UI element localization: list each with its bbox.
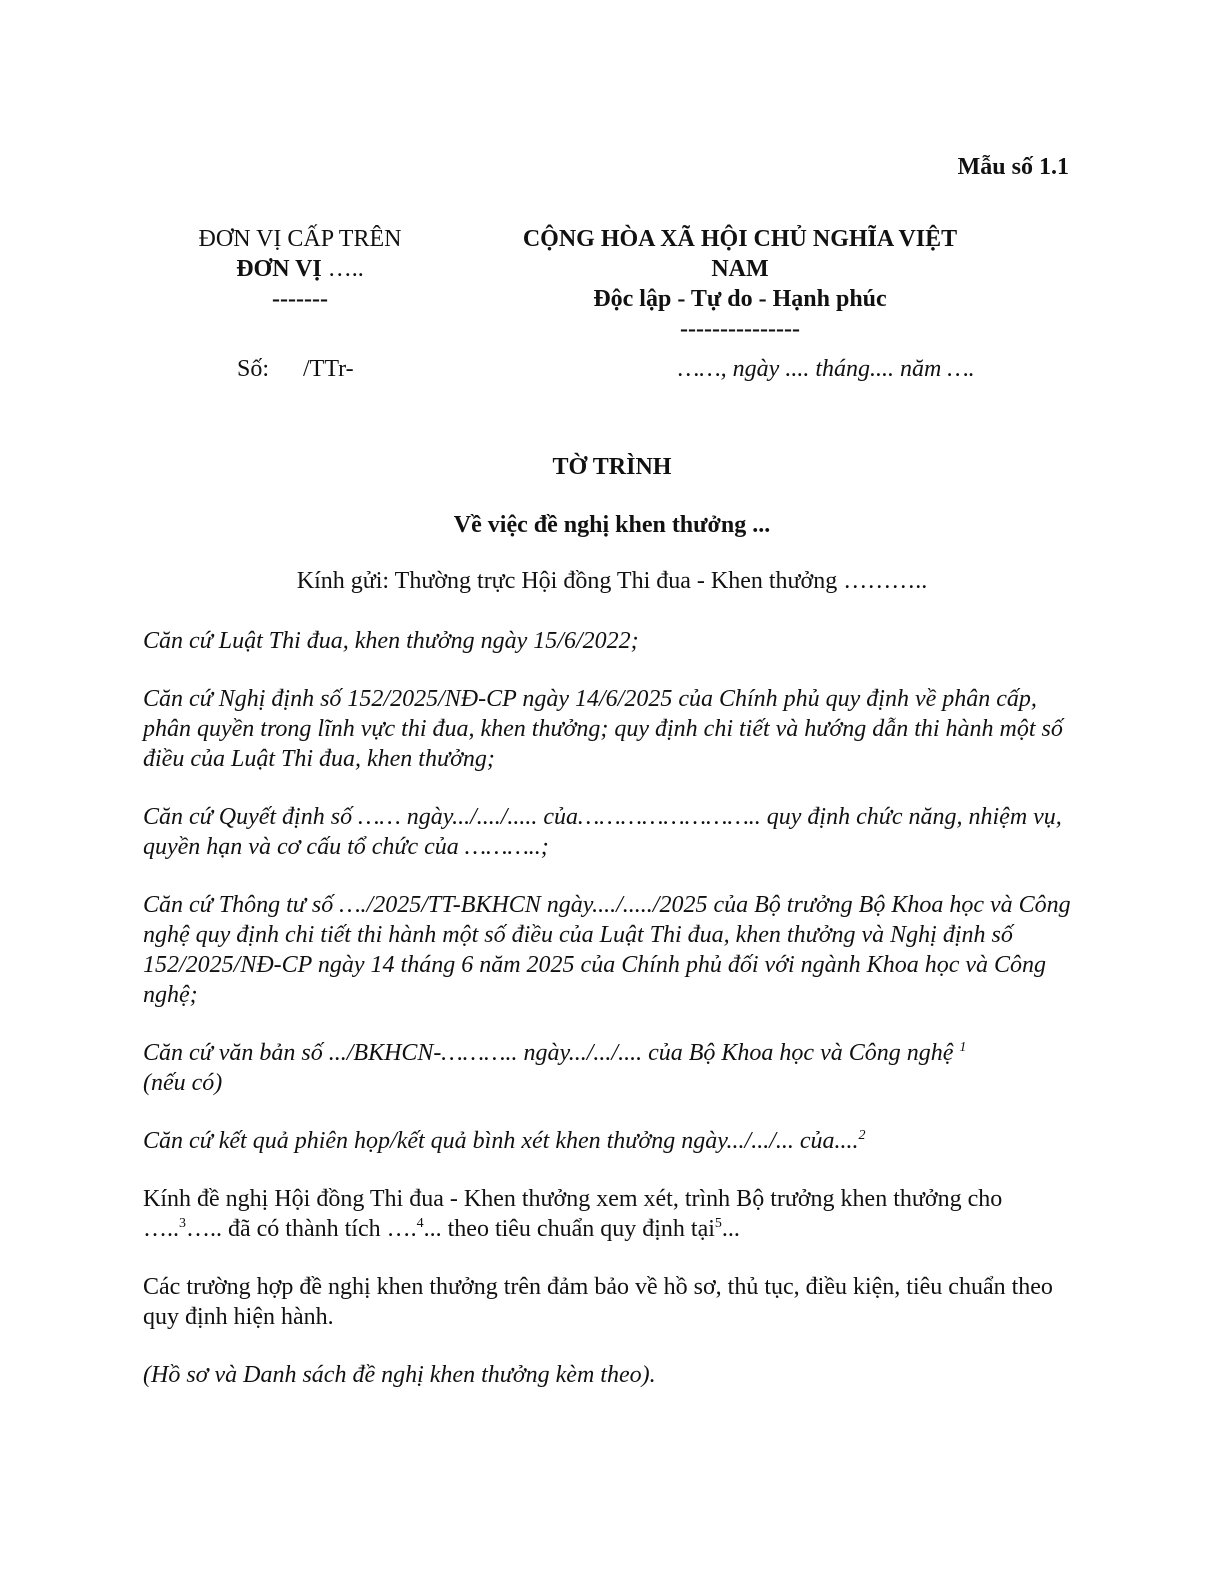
legal-basis-6-text: Căn cứ kết quả phiên họp/kết quả bình xét khen thưởng ngày.../.../... của.... [143,1128,859,1154]
document-body [143,626,1078,1418]
legal-basis-5 [143,1038,1078,1098]
document-date: ……, ngày .... tháng.... năm …. [678,356,975,382]
unit-line [180,254,420,284]
recipient-line: Kính gửi: Thường trực Hội đồng Thi đua - Khen thưởng ……….. [296,568,928,594]
document-title: TỜ TRÌNH [552,454,672,480]
proposal-text-1: Kính đề nghị Hội đồng Thi đua - Khen thưởng xem xét, trình Bộ trưởng khen thưởng cho ….. [143,1186,1003,1242]
country-name-line1: CỘNG HÒA XÃ HỘI CHỦ NGHĨA VIỆT [522,226,958,252]
unit-label: ĐƠN VỊ [236,256,322,282]
unit-divider: ------- [272,286,328,312]
footnote-ref-4: 4 [416,1216,424,1231]
form-number: Mẫu số 1.1 [957,154,1069,180]
legal-basis-4: Căn cứ Thông tư số …./2025/TT-BKHCN ngày..../...../2025 của Bộ trưởng Bộ Khoa học và Công nghệ quy định chi tiết thi hành một số điều của Luật Thi đua, khen thưởng và Nghị định số 152/2025/NĐ-CP ngày 14 tháng 6 năm 2025 của Chính phủ đối với ngành Khoa học và Công nghệ; [143,892,1071,1008]
footnote-ref-1: 1 [959,1040,967,1055]
document-number-label: Số: [237,356,270,382]
document-subtitle: Về việc đề nghị khen thưởng ... [453,512,771,538]
national-motto: Độc lập - Tự do - Hạnh phúc [593,286,887,312]
issuing-unit-block [180,224,420,314]
assurance-paragraph: Các trường hợp đề nghị khen thưởng trên đảm bảo về hồ sơ, thủ tục, điều kiện, tiêu chuẩn theo quy định hiện hành. [143,1274,1053,1330]
legal-basis-5-text: Căn cứ văn bản số .../BKHCN-……….. ngày.../.../.... của Bộ Khoa học và Công nghệ [143,1040,960,1066]
national-header-block [480,224,1000,344]
legal-basis-6 [143,1126,1078,1156]
footnote-ref-2: 2 [858,1128,866,1143]
proposal-text-4: ... [721,1216,740,1242]
legal-basis-3: Căn cứ Quyết định số …… ngày.../..../..... của…………………….. quy định chức năng, nhiệm vụ, quyền hạn và cơ cấu tổ chức của ………..; [143,804,1062,860]
legal-basis-1: Căn cứ Luật Thi đua, khen thưởng ngày 15/6/2022; [143,628,639,654]
document-number [237,356,354,383]
legal-basis-2: Căn cứ Nghị định số 152/2025/NĐ-CP ngày 14/6/2025 của Chính phủ quy định về phân cấp, phân quyền trong lĩnh vực thi đua, khen thưởng; quy định chi tiết và hướng dẫn thi hành một số điều của Luật Thi đua, khen thưởng; [143,686,1063,772]
superior-unit-label: ĐƠN VỊ CẤP TRÊN [198,226,402,252]
proposal-paragraph [143,1184,1078,1244]
legal-basis-5-tail: (nếu có) [143,1070,223,1096]
motto-divider: --------------- [680,316,800,342]
footnote-ref-3: 3 [179,1216,186,1231]
unit-placeholder: ….. [321,256,364,282]
document-number-value: /TTr- [303,356,354,382]
proposal-text-3: ... theo tiêu chuẩn quy định tại [423,1216,715,1242]
attachment-note: (Hồ sơ và Danh sách đề nghị khen thưởng kèm theo). [143,1362,656,1388]
proposal-text-2: ….. đã có thành tích …. [186,1216,417,1242]
footnote-ref-5: 5 [714,1216,722,1231]
country-name-line2: NAM [711,256,769,282]
